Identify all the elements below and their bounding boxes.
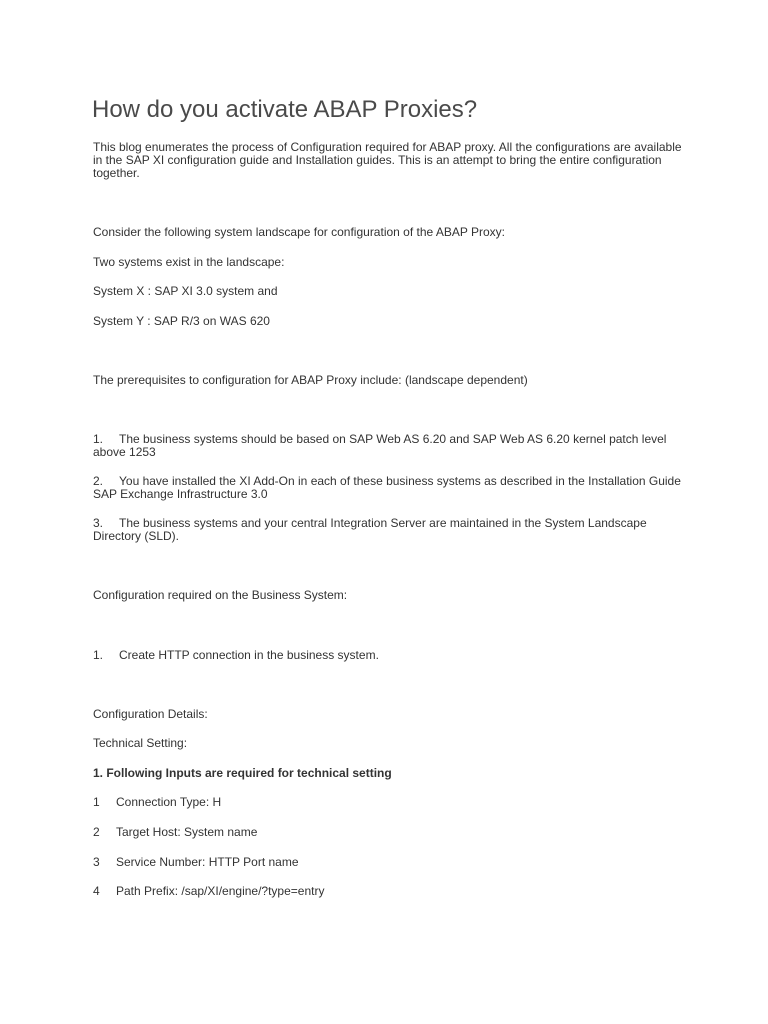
inputs-heading: 1. Following Inputs are required for technical setting xyxy=(93,766,392,780)
input-item-1 xyxy=(93,796,221,809)
system-x-text: System X : SAP XI 3.0 system and xyxy=(93,284,278,298)
list-number: 2. xyxy=(93,474,104,488)
list-number: 4 xyxy=(93,884,100,898)
list-number: 1. xyxy=(93,648,104,662)
prerequisites-heading: The prerequisites to configuration for ABAP Proxy include: (landscape dependent) xyxy=(93,373,528,387)
prerequisite-item-1-cont: above 1253 xyxy=(93,445,156,459)
business-system-heading: Configuration required on the Business System: xyxy=(93,588,348,602)
intro-line-1: This blog enumerates the process of Configuration required for ABAP proxy. All the configurations are available xyxy=(93,140,682,154)
prerequisite-item-1 xyxy=(93,433,666,446)
input-item-2 xyxy=(93,826,257,839)
business-system-step-1 xyxy=(93,649,379,662)
page-title: How do you activate ABAP Proxies? xyxy=(92,96,478,123)
list-item-text: Target Host: System name xyxy=(116,825,258,839)
prerequisite-item-3-cont: Directory (SLD). xyxy=(93,529,180,543)
configuration-details-heading: Configuration Details: xyxy=(93,707,208,721)
list-item-text: Service Number: HTTP Port name xyxy=(116,855,299,869)
list-item-text: The business systems should be based on SAP Web AS 6.20 and SAP Web AS 6.20 kernel patch level xyxy=(119,432,667,446)
input-item-4 xyxy=(93,885,324,898)
input-item-3 xyxy=(93,856,299,869)
list-number: 1 xyxy=(93,795,100,809)
list-number: 2 xyxy=(93,825,100,839)
intro-line-3: together. xyxy=(93,166,140,180)
list-item-text: The business systems and your central Integration Server are maintained in the System Landscape xyxy=(119,516,647,530)
list-number: 3 xyxy=(93,855,100,869)
list-item-text: Path Prefix: /sap/XI/engine/?type=entry xyxy=(116,884,325,898)
landscape-intro: Consider the following system landscape for configuration of the ABAP Proxy: xyxy=(93,225,506,239)
system-y-text: System Y : SAP R/3 on WAS 620 xyxy=(93,314,270,328)
list-item-text: You have installed the XI Add-On in each of these business systems as described in the Installation Guide xyxy=(119,474,681,488)
list-number: 1. xyxy=(93,432,104,446)
technical-setting-heading: Technical Setting: xyxy=(93,736,188,750)
list-item-text: Connection Type: H xyxy=(116,795,222,809)
two-systems-text: Two systems exist in the landscape: xyxy=(93,255,285,269)
intro-line-2: in the SAP XI configuration guide and Installation guides. This is an attempt to bring the entire configuration xyxy=(93,153,662,167)
list-number: 3. xyxy=(93,516,104,530)
list-item-text: Create HTTP connection in the business system. xyxy=(119,648,379,662)
prerequisite-item-2-cont: SAP Exchange Infrastructure 3.0 xyxy=(93,487,268,501)
